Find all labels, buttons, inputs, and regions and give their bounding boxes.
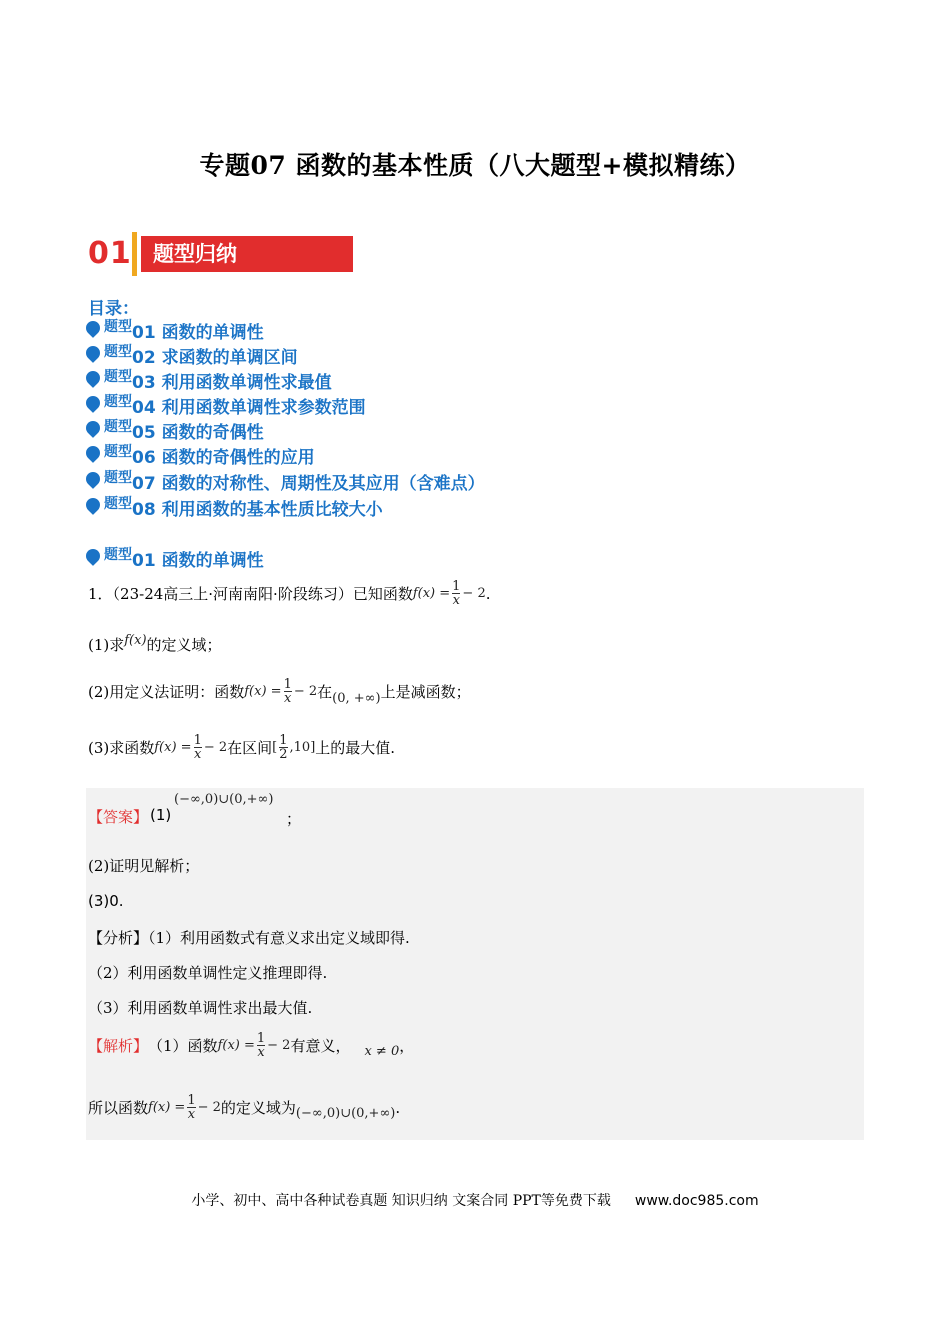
topic-tag: 题型 xyxy=(104,547,132,563)
part1-suffix: 的定义域； xyxy=(146,636,222,654)
pin-icon xyxy=(83,469,103,489)
fx-short: f(x) xyxy=(124,633,147,648)
toc-item-4[interactable] xyxy=(86,393,366,417)
answer-2: (2)证明见解析； xyxy=(88,857,200,875)
analysis-tag: 【分析】 xyxy=(88,929,149,947)
toc-item-6[interactable] xyxy=(86,443,315,467)
toc-tag: 题型 xyxy=(104,470,132,486)
topic-heading xyxy=(86,546,264,570)
topic-text: 01 函数的单调性 xyxy=(132,551,264,571)
toc-tag: 题型 xyxy=(104,419,132,435)
toc-item-3[interactable] xyxy=(86,368,332,392)
toc-item-7[interactable] xyxy=(86,469,485,493)
frac-den: x xyxy=(187,1107,196,1122)
fx-label: f(x) = xyxy=(217,1038,255,1053)
pin-icon xyxy=(83,495,103,515)
minus-two: − 2 xyxy=(203,740,228,755)
frac-num: 1 xyxy=(187,1093,196,1108)
fraction-half xyxy=(279,734,287,761)
interval-open: [ xyxy=(272,740,278,755)
answer-1-prefix: (1) xyxy=(150,806,172,824)
section-label: 题型归纳 xyxy=(141,236,353,272)
part2-prefix: (2)用定义法证明：函数 xyxy=(88,683,245,701)
domain-answer: (−∞,0)∪(0,+∞) xyxy=(174,792,274,807)
page-footer xyxy=(0,1190,950,1210)
pin-icon xyxy=(83,546,103,566)
part2-mid: 在 xyxy=(317,683,333,701)
toc-tag: 题型 xyxy=(104,394,132,410)
fraction xyxy=(257,1032,265,1059)
minus-two: − 2 xyxy=(293,684,318,699)
toc-tag: 题型 xyxy=(104,496,132,512)
fx-label: f(x) = xyxy=(154,740,192,755)
sol1-suffix: ， xyxy=(399,1037,415,1055)
part2-suffix: 上是减函数； xyxy=(380,683,471,701)
analysis-line-1 xyxy=(88,927,410,948)
footer-link[interactable]: www.doc985.com xyxy=(634,1193,759,1209)
frac-num: 1 xyxy=(193,733,202,748)
frac-den: x xyxy=(284,691,292,706)
solution-tag: 【解析】 xyxy=(88,1037,149,1055)
toc-heading: 目录： xyxy=(88,299,139,319)
frac-den: x xyxy=(194,747,202,762)
frac-num: 1 xyxy=(256,1031,266,1046)
minus-two: − 2 xyxy=(197,1100,221,1115)
fx-label: f(x) = xyxy=(148,1100,186,1115)
toc-tag: 题型 xyxy=(104,344,132,360)
frac-den: x xyxy=(452,593,460,608)
domain-result: (−∞,0)∪(0,+∞) xyxy=(295,1106,396,1121)
frac-den: x xyxy=(257,1045,265,1060)
frac-num: 1 xyxy=(452,579,461,594)
part3-suffix: 上的最大值. xyxy=(315,739,396,757)
minus-two: − 2 xyxy=(462,586,486,601)
analysis-1: （1）利用函数式有意义求出定义域即得. xyxy=(148,929,410,947)
page-title: 专题07 函数的基本性质（八大题型+模拟精练） xyxy=(199,151,751,180)
section-number: 01 xyxy=(88,236,132,271)
toc-item-1[interactable] xyxy=(86,318,264,342)
answer-tag: 【答案】 xyxy=(88,808,149,826)
toc-text: 08 利用函数的基本性质比较大小 xyxy=(132,500,383,520)
fx-label: f(x) = xyxy=(244,684,282,699)
frac-den: 2 xyxy=(279,747,288,762)
sol1-prefix: （1）函数 xyxy=(148,1037,218,1055)
pin-icon xyxy=(83,418,103,438)
toc-item-8[interactable] xyxy=(86,495,383,519)
toc-item-2[interactable] xyxy=(86,343,298,367)
part3-mid: 在区间 xyxy=(227,739,273,757)
interval-pos: (0, +∞) xyxy=(332,691,381,706)
answer-1-suffix: ； xyxy=(286,810,302,828)
fraction xyxy=(284,678,292,705)
part1-prefix: (1)求 xyxy=(88,636,125,654)
question-part-2 xyxy=(88,677,471,706)
answer-3: (3)0. xyxy=(88,892,124,910)
pin-icon xyxy=(83,368,103,388)
solution-line-2 xyxy=(88,1094,400,1121)
analysis-2: （2）利用函数单调性定义推理即得. xyxy=(88,964,328,982)
stem-end: . xyxy=(485,584,491,603)
pin-icon xyxy=(83,393,103,413)
pin-icon xyxy=(83,443,103,463)
analysis-3: （3）利用函数单调性求出最大值. xyxy=(88,999,313,1017)
section-divider xyxy=(132,232,137,276)
footer-text: 小学、初中、高中各种试卷真题 知识归纳 文案合同 PPT等免费下载 xyxy=(191,1193,611,1209)
frac-num: 1 xyxy=(279,733,288,748)
fraction xyxy=(452,580,460,607)
x-neq-zero: x ≠ 0 xyxy=(364,1044,400,1059)
sol2-prefix: 所以函数 xyxy=(88,1099,149,1117)
toc-item-5[interactable] xyxy=(86,418,264,442)
stem-text: 1．（23-24高三上·河南南阳·阶段练习）已知函数 xyxy=(88,585,413,603)
toc-text: 01 函数的单调性 xyxy=(132,323,264,343)
part3-prefix: (3)求函数 xyxy=(88,739,155,757)
frac-num: 1 xyxy=(283,677,292,692)
question-stem xyxy=(88,580,491,607)
minus-two: − 2 xyxy=(267,1038,291,1053)
toc-text: 04 利用函数单调性求参数范围 xyxy=(132,398,366,418)
sol2-suffix: . xyxy=(395,1098,401,1117)
sol2-mid: 的定义域为 xyxy=(220,1099,296,1117)
toc-text: 07 函数的对称性、周期性及其应用（含难点） xyxy=(132,474,485,494)
toc-text: 05 函数的奇偶性 xyxy=(132,423,264,443)
sol1-mid: 有意义， xyxy=(290,1037,351,1055)
solution-line-1 xyxy=(88,1032,414,1059)
toc-tag: 题型 xyxy=(104,369,132,385)
question-part-3 xyxy=(88,734,395,761)
fraction xyxy=(187,1094,195,1121)
toc-text: 03 利用函数单调性求最值 xyxy=(132,373,332,393)
toc-text: 06 函数的奇偶性的应用 xyxy=(132,448,315,468)
toc-text: 02 求函数的单调区间 xyxy=(132,348,298,368)
interval-right: ,10] xyxy=(289,740,316,755)
pin-icon xyxy=(83,318,103,338)
toc-tag: 题型 xyxy=(104,319,132,335)
fraction xyxy=(194,734,202,761)
fx-label: f(x) = xyxy=(412,586,451,601)
pin-icon xyxy=(83,343,103,363)
toc-tag: 题型 xyxy=(104,444,132,460)
question-part-1 xyxy=(88,634,222,655)
